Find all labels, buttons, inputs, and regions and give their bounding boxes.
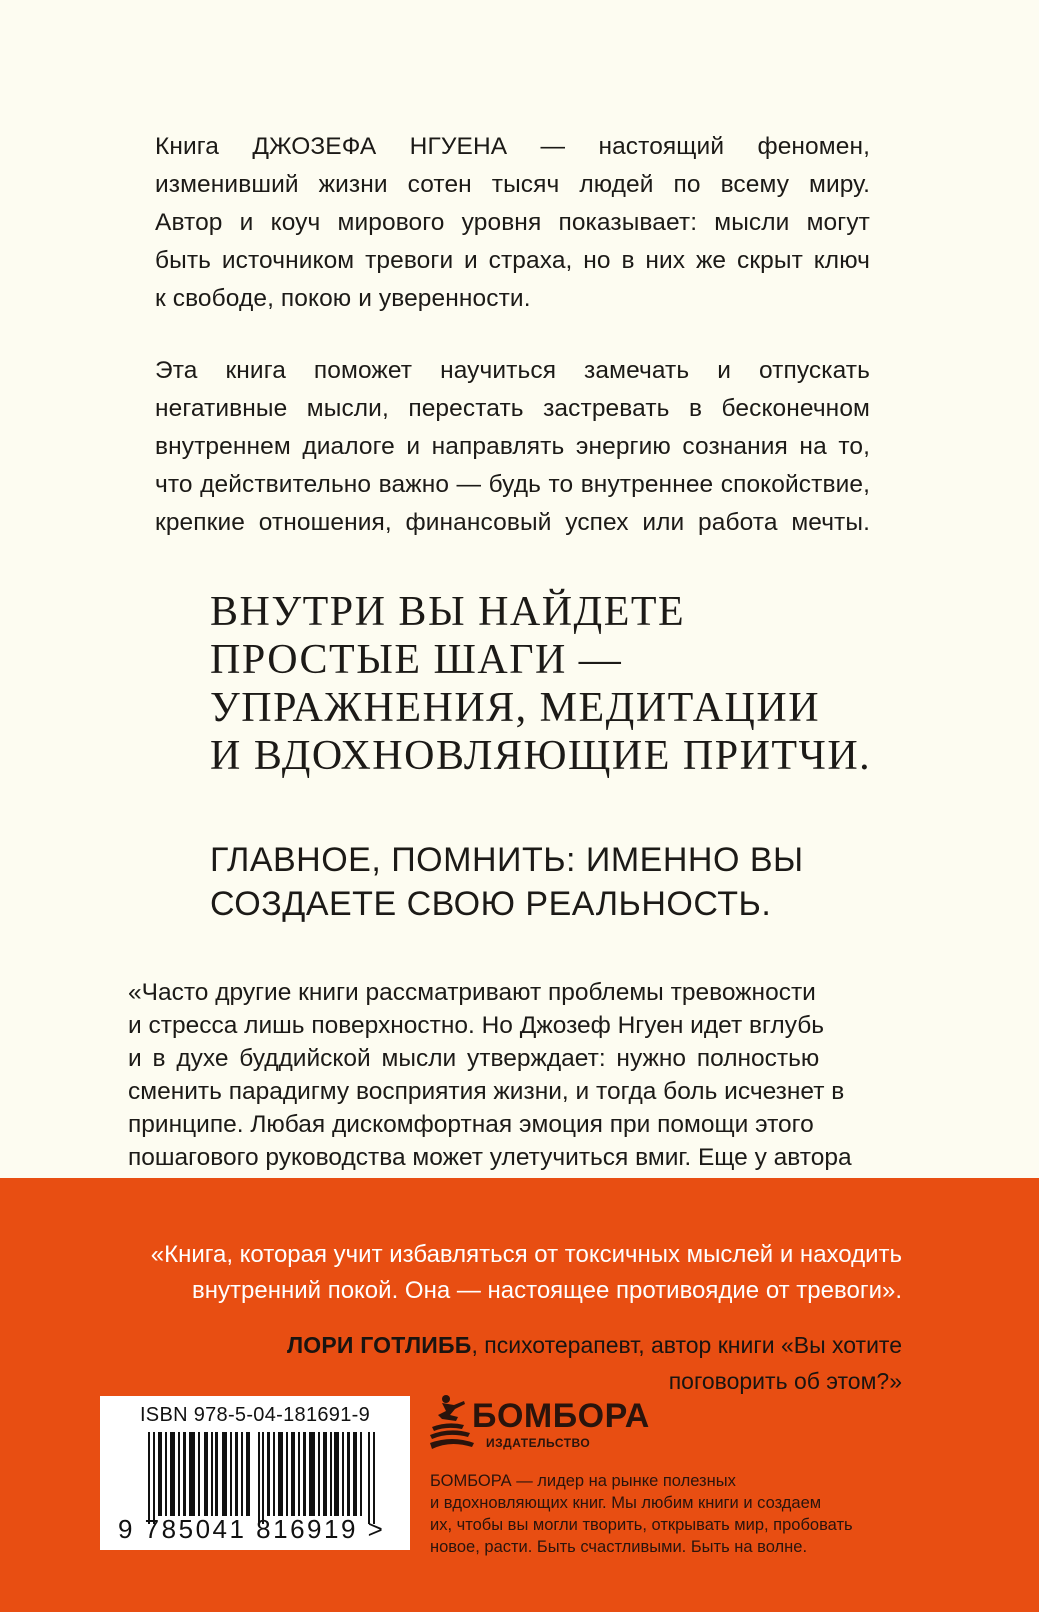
text-line: сменить парадигму восприятия жизни, и тогда боль исчезнет в bbox=[128, 1078, 845, 1105]
highlight-sans-heading bbox=[210, 838, 910, 926]
heading-line: И ВДОХНОВЛЯЮЩИЕ ПРИТЧИ. bbox=[210, 733, 872, 779]
text-line: их, чтобы вы могли творить, открывать мир, пробовать bbox=[430, 1516, 853, 1534]
text-line: Книга ДЖОЗЕФА НГУЕНА — настоящий феномен, bbox=[155, 133, 870, 160]
highlight-serif-heading bbox=[210, 588, 910, 780]
endorsement-attribution bbox=[287, 1327, 902, 1399]
author-name: ЛОРИ ГОТЛИББ bbox=[286, 1332, 472, 1358]
text-line: внутренний покой. Она — настоящее противоядие от тревоги». bbox=[192, 1277, 902, 1304]
text-line: пошагового руководства может улетучиться вмиг. Еще у автора bbox=[128, 1144, 852, 1171]
text-line: что действительно важно — будь то внутреннее спокойствие, bbox=[155, 471, 870, 498]
text-line: новое, расти. Быть счастливыми. Быть на волне. bbox=[430, 1538, 808, 1556]
author-role-cont: поговорить об этом?» bbox=[668, 1368, 902, 1394]
heading-line: ВНУТРИ ВЫ НАЙДЕТЕ bbox=[210, 589, 686, 635]
barcode-panel bbox=[100, 1396, 410, 1550]
text-line: быть источником тревоги и страха, но в них же скрыт ключ bbox=[155, 247, 870, 274]
publisher-logo-subtitle: ИЗДАТЕЛЬСТВО bbox=[486, 1436, 591, 1450]
description-paragraph-2 bbox=[155, 352, 870, 542]
text-line: и стресса лишь поверхностно. Но Джозеф Нгуен идет вглубь bbox=[128, 1012, 825, 1039]
text-line: принципе. Любая дискомфортная эмоция при помощи этого bbox=[128, 1111, 814, 1138]
endorsement-quote bbox=[90, 1237, 902, 1309]
author-role: , психотерапевт, автор книги «Вы хотите bbox=[471, 1332, 902, 1358]
publisher-blurb bbox=[430, 1470, 853, 1558]
text-line: «Книга, которая учит избавляться от токсичных мыслей и находить bbox=[150, 1241, 902, 1268]
description-paragraph-1 bbox=[155, 128, 870, 318]
text-line: и в духе буддийской мысли утверждает: нужно полностью bbox=[128, 1045, 820, 1072]
publisher-logo-name: БОМБОРА bbox=[472, 1397, 650, 1435]
text-line: внутреннем диалоге и направлять энергию сознания на то, bbox=[155, 433, 870, 460]
heading-line: ГЛАВНОЕ, ПОМНИТЬ: ИМЕННО ВЫ bbox=[210, 841, 804, 879]
heading-line: УПРАЖНЕНИЯ, МЕДИТАЦИИ bbox=[210, 685, 821, 731]
barcode-digits: 9 785041 816919 > bbox=[118, 1514, 386, 1544]
text-line: Автор и коуч мирового уровня показывает: мысли могут bbox=[155, 209, 870, 236]
text-line: изменивший жизни сотен тысяч людей по всему миру. bbox=[155, 171, 870, 198]
barcode-icon bbox=[148, 1432, 378, 1524]
isbn-label: ISBN 978-5-04-181691-9 bbox=[139, 1404, 371, 1426]
text-line: негативные мысли, перестать застревать в бесконечном bbox=[155, 395, 870, 422]
heading-line: СОЗДАЕТЕ СВОЮ РЕАЛЬНОСТЬ. bbox=[210, 885, 772, 923]
heading-line: ПРОСТЫЕ ШАГИ — bbox=[210, 637, 623, 683]
text-line: и вдохновляющих книг. Мы любим книги и создаем bbox=[430, 1494, 822, 1512]
text-line: крепкие отношения, финансовый успех или работа мечты. bbox=[155, 509, 870, 536]
text-line: БОМБОРА — лидер на рынке полезных bbox=[430, 1472, 736, 1490]
text-line: Эта книга поможет научиться замечать и отпускать bbox=[155, 357, 870, 384]
text-line: к свободе, покою и уверенности. bbox=[155, 285, 531, 312]
review-quote bbox=[128, 976, 892, 1174]
text-line: «Часто другие книги рассматривают проблемы тревожности bbox=[128, 979, 816, 1006]
